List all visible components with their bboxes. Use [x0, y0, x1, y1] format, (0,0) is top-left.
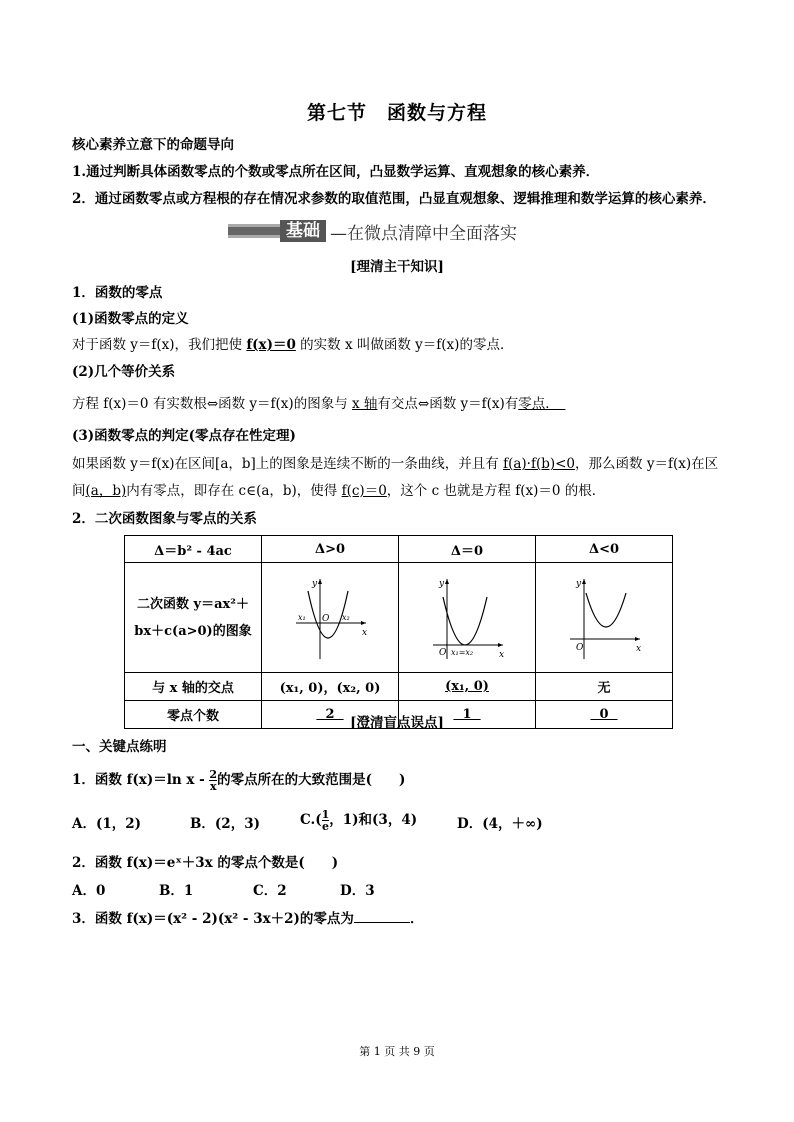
row-label-line: bx＋c(a>0)的图象: [134, 623, 252, 639]
section-banner: [228, 220, 517, 242]
table-row: [125, 536, 673, 563]
zero-count: 2: [325, 707, 335, 722]
parabola-no-root-graph: [564, 575, 644, 661]
text-part: ，那么函数 y＝f(x)在区: [575, 456, 719, 472]
parabola-curve: [443, 597, 487, 645]
equivalence-relation: [72, 395, 566, 413]
table-row: [125, 563, 673, 673]
answer-blank: f(a)·f(b)<0: [503, 456, 576, 472]
guide-item-2: 2．通过函数零点或方程根的存在情况求参数的取值范围，凸显直观想象、逻辑推理和数学运算的核心素养．: [72, 191, 716, 207]
practice-heading: 一、关键点练明: [72, 739, 167, 755]
banner-text: —在微点清障中全面落实: [330, 223, 517, 244]
root-x1-label: x₁: [298, 612, 306, 622]
origin-label: O: [576, 642, 584, 653]
y-axis-arrow: [445, 579, 449, 584]
table-cell: (x₁, 0)，(x₂, 0): [262, 673, 399, 701]
s1-sub2: (2)几个等价关系: [72, 364, 176, 380]
table-header-cell: Δ＝0: [399, 536, 536, 563]
table-row-label: [125, 563, 262, 673]
x-axis-arrow: [498, 643, 503, 647]
answer-blank: x 轴: [351, 396, 378, 412]
guide-heading: 核心素养立意下的命题导向: [72, 137, 234, 153]
s2-heading: 2．二次函数图象与零点的关系: [72, 511, 257, 527]
fraction-numerator: 2: [209, 768, 218, 781]
banner-bar: [228, 224, 280, 238]
text-part: 有交点⇔函数 y＝f(x)有: [377, 396, 519, 412]
table-cell: 与 x 轴的交点: [125, 673, 262, 701]
theorem-line-2: [72, 482, 605, 500]
graph-cell-positive: [262, 563, 399, 673]
text-part: 1．函数 f(x)＝ln x -: [72, 772, 210, 788]
x-axis-label: x: [499, 649, 505, 660]
text-part: 方程 f(x)＝0 有实数根⇔函数 y＝f(x)的图象与: [72, 396, 352, 412]
x-axis-arrow: [635, 637, 640, 641]
y-axis-label: y: [439, 578, 445, 589]
x-axis-arrow: [361, 621, 366, 625]
q1-option-d[interactable]: D．(4，＋∞): [457, 816, 543, 832]
text-part: ，1)和(3，4): [329, 812, 418, 828]
y-axis-label: y: [312, 578, 318, 589]
text-part: 3．函数 f(x)＝(x² - 2)(x² - 3x＋2)的零点为: [72, 911, 354, 927]
quadratic-zero-table: [124, 535, 673, 729]
origin-label: O: [439, 647, 447, 658]
underline-pad: [552, 396, 566, 412]
text-part: ．: [409, 911, 424, 927]
q1-option-b[interactable]: B．(2，3): [190, 816, 260, 832]
page-footer: 第 1 页 共 9 页: [359, 1045, 435, 1058]
answer-blank[interactable]: [354, 910, 410, 923]
origin-label: O: [322, 613, 330, 624]
text-part: 内有零点，即存在 c∈(a，b)，使得: [126, 483, 342, 499]
q2-option-d[interactable]: D．3: [340, 883, 375, 899]
text-part: 间: [72, 483, 86, 499]
table-header-cell: Δ<0: [536, 536, 673, 563]
guide-item-1: 1.通过判断具体函数零点的个数或零点所在区间，凸显数学运算、直观想象的核心素养．: [72, 164, 600, 180]
theorem-line-1: [72, 455, 718, 473]
q2-option-c[interactable]: C．2: [253, 883, 287, 899]
row-label-line: 二次函数 y＝ax²＋: [137, 596, 249, 612]
question-1: [72, 769, 405, 792]
table-row: [125, 673, 673, 701]
y-axis-arrow: [582, 579, 586, 584]
y-axis-arrow: [318, 579, 322, 584]
fraction-denominator: e: [321, 820, 329, 833]
text-part: C.(: [300, 812, 322, 828]
text-part: ，这个 c 也就是方程 f(x)＝0 的根．: [386, 483, 606, 499]
section-label-blind-spots: [澄清盲点误点]: [350, 715, 444, 731]
q1-option-c[interactable]: [300, 809, 417, 832]
s1-sub1: (1)函数零点的定义: [72, 311, 189, 327]
question-2: 2．函数 f(x)＝eˣ＋3x 的零点个数是( ): [72, 855, 339, 871]
fraction-numerator: 1: [321, 808, 330, 821]
s1-sub3: (3)函数零点的判定(零点存在性定理): [72, 428, 296, 444]
text-part: 如果函数 y＝f(x)在区间[a，b]上的图象是连续不断的一条曲线，并且有: [72, 456, 504, 472]
page-title: 第七节 函数与方程: [306, 102, 487, 124]
q1-option-a[interactable]: A．(1，2): [72, 816, 142, 832]
table-header-cell: Δ>0: [262, 536, 399, 563]
zero-definition: [72, 336, 513, 354]
q2-option-b[interactable]: B．1: [159, 883, 194, 899]
question-3: [72, 910, 423, 928]
fraction: [209, 769, 217, 792]
zero-count: 0: [599, 707, 609, 722]
answer-blank: f(x)＝0: [246, 337, 296, 353]
text-part: 的实数 x 叫做函数 y＝f(x)的零点．: [295, 337, 514, 353]
root-x2-label: x₂: [342, 612, 350, 622]
s1-heading: 1．函数的零点: [72, 285, 163, 301]
table-header-cell: Δ＝b² - 4ac: [125, 536, 262, 563]
fraction-denominator: x: [209, 780, 217, 793]
banner-tag: 基础: [280, 220, 326, 242]
x-axis-label: x: [636, 643, 642, 654]
answer-blank: (a，b): [85, 483, 127, 499]
text-part: 的零点所在的大致范围是( ): [217, 772, 406, 788]
zero-count: 1: [462, 707, 472, 722]
parabola-two-roots-graph: [290, 575, 370, 661]
graph-cell-negative: [536, 563, 673, 673]
answer-blank: f(c)＝0: [341, 483, 387, 499]
table-cell: 零点个数: [125, 701, 262, 729]
answer-blank: 零点．: [518, 396, 553, 412]
parabola-one-root-graph: [427, 575, 507, 661]
x-axis-label: x: [362, 627, 368, 638]
q2-option-a[interactable]: A．0: [72, 883, 106, 899]
parabola-curve: [586, 593, 626, 627]
section-label-main-knowledge: [理清主干知识]: [350, 259, 444, 275]
table-cell: 无: [536, 673, 673, 701]
double-root-label: x₁=x₂: [451, 647, 474, 657]
text-part: 对于函数 y＝f(x)，我们把使: [72, 337, 247, 353]
graph-cell-zero: [399, 563, 536, 673]
table-cell: (x₁, 0): [399, 673, 536, 701]
y-axis-label: y: [576, 578, 582, 589]
